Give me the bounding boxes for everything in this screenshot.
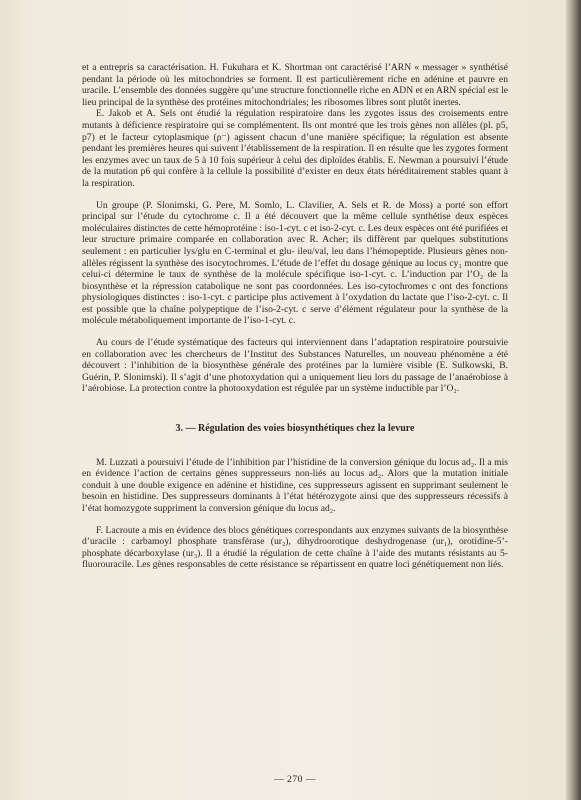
page-body [82, 62, 508, 571]
paragraph: et a entrepris sa caractérisation. H. Fukuhara et K. Shortman ont caractérisé l’ARN « messager » synthétisé pendant la période où les mitochondries se forment. Il est particulièrement riche en adénine et pauvre en uracile. L’ensemble des données suggère qu’une structure fonctionnelle riche en ADN et en ARN spécial est le lieu principal de la synthèse des protéines mitochondriales; les ribosomes libres sont plutôt inertes. [82, 62, 508, 108]
page-edge-shadow [566, 0, 581, 800]
section-heading: 3. — Régulation des voies biosynthétiques chez la levure [175, 423, 415, 435]
paragraph: Un groupe (P. Slonimski, G. Pere, M. Somlo, L. Clavilier, A. Sels et R. de Moss) a porté son effort principal sur l’étude du cytochrome c. Il a été découvert que la même cellule synthétise deux espèces moléculaires distinctes de cette hémoprotéine : iso-1-cyt. c et iso-2-cyt. c. Les deux espèces ont été purifiées et leur structure primaire comparée en collaboration avec R. Acher; ils diffèrent par quelques substitutions seulement : en particulier lys/glu en C-terminal et glu- ileu/val, leu dans l’hémopeptide. Plusieurs gènes non-allèles régissent la synthèse des isocytochromes. L’étude de l’effet du dosage génique au locus cy₁ montre que celui-ci détermine le taux de synthèse de la molécule spécifique iso-1-cyt. c. L’induction par l’O₂ de la biosynthèse et la répression catabolique ne sont pas coordonnées. Les iso-cytochromes c ont des fonctions physiologiques distinctes : iso-1-cyt. c participe plus activement à l’oxydation du lactate que l’iso-2-cyt. c. Il est possible que la chaîne polypeptique de l’iso-2-cyt. c serve d’élément régulateur pour la synthèse de la molécule métaboliquement importante de l’iso-1-cyt. c. [82, 199, 508, 327]
page-number [82, 774, 508, 785]
paragraph: Au cours de l’étude systématique des facteurs qui interviennent dans l’adaptation respiratoire poursuivie en collaboration avec les chercheurs de l’Institut des Substances Naturelles, un nouveau phénomène a été découvert : l’inhibition de la biosynthèse générale des protéines par la lumière visible (E. Sulkowski, B. Guérin, P. Slonimski). Il s’agit d’une photoxydation qui a uniquement lieu lors du passage de l’anaérobiose à l’aérobiose. La protection contre la photooxydation est régulée par un système inductible par l’O₂. [82, 337, 508, 395]
page-number-text: — 270 — [274, 774, 316, 785]
paragraph: E. Jakob et A. Sels ont étudié la régulation respiratoire dans les zygotes issus des croisements entre mutants à déficience respiratoire qui se complémentent. Ils ont montré que les trois gènes non allèles (pl. p5, p7) et le facteur cytoplasmique (ρ⁻) agissent chacun d’une manière spécifique; la régulation est absente pendant les premières heures qui suivent l’établissement de la respiration. Il en résulte que les zygotes forment les enzymes avec un taux de 5 à 10 fois supérieur à celui des diploïdes établis. E. Newman a poursuivi l’étude de la mutation p6 qui confère à la cellule la possibilité d’exister en deux états héréditairement stables quant à la respiration. [82, 108, 508, 189]
paragraph: F. Lacroute a mis en évidence des blocs génétiques correspondants aux enzymes suivants de la biosynthèse d’uracile : carbamoyl phosphate transférase (ur₂), dihydroorotique deshydrogenase (ur₁), orotidine-5’-phosphate décarboxylase (ur₃). Il a étudié la régulation de cette chaîne à l’aide des mutants résistants au 5-fluorouracile. Les gènes responsables de cette résistance se répartissent en quatre loci génétiquement non liés. [82, 524, 508, 571]
paragraph: M. Luzzati a poursuivi l’étude de l’inhibition par l’histidine de la conversion génique du locus ad₂. Il a mis en évidence l’action de certains gènes suppresseurs non-liés au locus ad₂. Alors que la mutation initiale conduit à une double exigence en adénine et histidine, ces suppresseurs agissent en supprimant seulement le besoin en histidine. Des suppresseurs dominants à l’état hétérozygote ainsi que des suppresseurs récessifs à l’état homozygote suppriment la conversion génique du locus ad₂. [82, 456, 508, 514]
